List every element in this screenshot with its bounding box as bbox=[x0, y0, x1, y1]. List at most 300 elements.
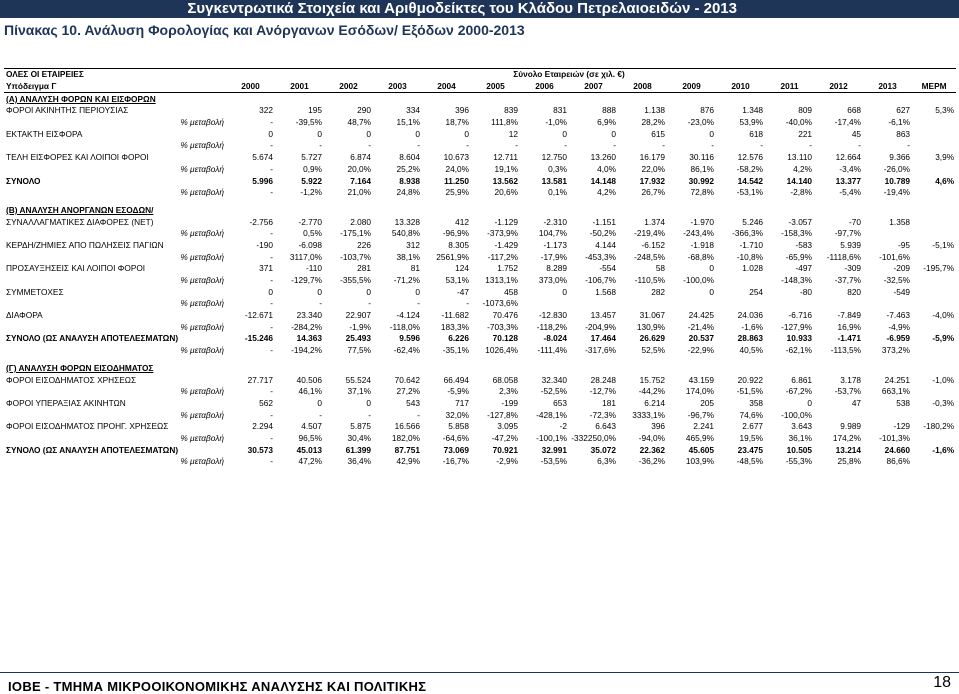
pct-cell: 0,3% bbox=[548, 163, 568, 174]
value-cell: 13.110 bbox=[787, 152, 813, 163]
value-cell: 2.080 bbox=[350, 216, 371, 227]
year-header: 2003 bbox=[373, 81, 422, 93]
value-cell: 221 bbox=[798, 128, 813, 139]
pct-cell: 28,2% bbox=[641, 117, 666, 128]
value-cell: 10.789 bbox=[884, 175, 911, 186]
pct-cell: 19,1% bbox=[494, 163, 519, 174]
pct-cell: -129,7% bbox=[291, 275, 322, 286]
pct-cell: -36,2% bbox=[638, 456, 666, 467]
pct-cell: -72,3% bbox=[589, 409, 617, 420]
pct-cell: 37,1% bbox=[347, 386, 371, 397]
pct-cell bbox=[912, 386, 956, 398]
value-cell: 0 bbox=[317, 128, 322, 139]
pct-label: % μεταβολή bbox=[180, 117, 224, 128]
pct-cell: - bbox=[270, 275, 273, 286]
pct-cell bbox=[520, 298, 569, 310]
row-label: ΦΟΡΟΙ ΕΙΣΟΔΗΜΑΤΟΣ ΠΡΟΗΓ. ΧΡΗΣΕΩΣ bbox=[6, 421, 169, 432]
table-row bbox=[4, 128, 956, 140]
value-cell: 396 bbox=[651, 421, 666, 432]
pct-cell: 74,6% bbox=[739, 409, 764, 420]
value-cell: 6.643 bbox=[595, 421, 617, 432]
pct-cell: 174,0% bbox=[685, 386, 715, 397]
value-cell: 5.674 bbox=[252, 152, 273, 163]
pct-cell: -117,2% bbox=[487, 251, 519, 262]
pct-cell: -5,4% bbox=[839, 187, 862, 198]
value-cell: 831 bbox=[553, 105, 568, 116]
pct-cell: - bbox=[270, 409, 273, 420]
value-cell: 13.214 bbox=[835, 444, 862, 455]
value-cell: 17.932 bbox=[639, 175, 666, 186]
pct-cell: 25,2% bbox=[396, 163, 420, 174]
value-cell bbox=[912, 216, 956, 228]
pct-cell: -118,0% bbox=[389, 321, 420, 332]
value-cell: 14.148 bbox=[590, 175, 617, 186]
pct-cell: 46,1% bbox=[298, 386, 322, 397]
value-cell: 1.138 bbox=[644, 105, 666, 116]
pct-cell: -127,9% bbox=[781, 321, 813, 332]
pct-cell: -55,3% bbox=[785, 456, 813, 467]
pct-cell: -101,3% bbox=[879, 432, 911, 443]
pct-cell: -127,8% bbox=[487, 409, 519, 420]
row-label: ΣΥΝΑΛΛΑΓΜΑΤΙΚΕΣ ΔΙΑΦΟΡΕΣ (ΝΕΤ) bbox=[6, 216, 154, 227]
value-cell: -1,6% bbox=[932, 444, 955, 455]
value-cell: -209 bbox=[893, 263, 911, 274]
value-cell: -12.671 bbox=[244, 310, 273, 321]
pct-cell: -5,9% bbox=[447, 386, 470, 397]
pct-cell: -110,5% bbox=[634, 275, 666, 286]
value-cell: 1.374 bbox=[644, 216, 666, 227]
pct-cell: - bbox=[417, 409, 420, 420]
pct-cell: 373,0% bbox=[538, 275, 568, 286]
value-cell: 254 bbox=[749, 286, 764, 297]
pct-cell: -17,9% bbox=[540, 251, 568, 262]
pct-row bbox=[4, 228, 956, 240]
value-cell: -15.246 bbox=[244, 333, 273, 344]
table-body bbox=[4, 69, 956, 468]
section-title: (Β) ΑΝΑΛΥΣΗ ΑΝΟΡΓΑΝΩΝ ΕΣΟΔΩΝ/ bbox=[6, 204, 154, 215]
section-title: (Α) ΑΝΑΛΥΣΗ ΦΟΡΩΝ ΚΑΙ ΕΙΣΦΟΡΩΝ bbox=[6, 93, 156, 104]
pct-cell: -51,5% bbox=[736, 386, 764, 397]
pct-cell: 130,9% bbox=[636, 321, 666, 332]
row-label: ΣΥΜΜΕΤΟΧΕΣ bbox=[6, 286, 64, 297]
pct-cell: -10,8% bbox=[736, 251, 764, 262]
value-cell: 30.573 bbox=[247, 444, 273, 455]
pct-cell: -355,5% bbox=[340, 275, 371, 286]
pct-cell: -67,2% bbox=[785, 386, 813, 397]
pct-cell: 1313,1% bbox=[485, 275, 519, 286]
pct-cell: - bbox=[760, 140, 764, 151]
value-cell: 863 bbox=[896, 128, 911, 139]
value-cell: 4.507 bbox=[301, 421, 322, 432]
table-row bbox=[4, 286, 956, 298]
value-cell: 562 bbox=[259, 397, 273, 408]
pct-label: % μεταβολή bbox=[180, 275, 224, 286]
spacer-cell bbox=[667, 69, 956, 81]
value-cell: 2.677 bbox=[742, 421, 764, 432]
value-cell: -1,0% bbox=[932, 374, 955, 385]
pct-cell: 40,5% bbox=[739, 345, 764, 356]
pct-cell: -6,1% bbox=[888, 117, 911, 128]
value-cell: -8.024 bbox=[543, 333, 568, 344]
pct-cell: -17,4% bbox=[834, 117, 862, 128]
pct-cell bbox=[912, 164, 956, 176]
value-cell: -3.057 bbox=[788, 216, 813, 227]
value-cell: 1.028 bbox=[742, 263, 764, 274]
year-header: 2012 bbox=[814, 81, 863, 93]
value-cell: 5.922 bbox=[301, 175, 322, 186]
pct-cell: - bbox=[319, 140, 322, 151]
value-cell: 195 bbox=[308, 105, 322, 116]
value-cell: 1.752 bbox=[497, 263, 519, 274]
value-cell: 839 bbox=[504, 105, 519, 116]
pct-cell: -62,1% bbox=[785, 345, 813, 356]
pct-cell bbox=[863, 298, 912, 310]
pct-row bbox=[4, 409, 956, 421]
year-header: 2009 bbox=[667, 81, 716, 93]
row-label: ΦΟΡΟΙ ΑΚΙΝΗΤΗΣ ΠΕΡΙΟΥΣΙΑΣ bbox=[6, 105, 129, 116]
value-cell: 70.921 bbox=[492, 444, 519, 455]
value-cell: 615 bbox=[651, 128, 666, 139]
pct-cell: 174,2% bbox=[832, 432, 862, 443]
value-cell: 2.294 bbox=[252, 421, 273, 432]
row-label: ΠΡΟΣΑΥΞΗΣΕΙΣ ΚΑΙ ΛΟΙΠΟΙ ΦΟΡΟΙ bbox=[6, 263, 146, 274]
pct-cell: 86,1% bbox=[690, 163, 715, 174]
pct-cell: -175,1% bbox=[340, 228, 371, 239]
pct-cell bbox=[863, 228, 912, 240]
pct-cell: -204,9% bbox=[585, 321, 617, 332]
pct-cell: -94,0% bbox=[638, 432, 666, 443]
value-cell: 10.933 bbox=[786, 333, 813, 344]
pct-cell: 4,2% bbox=[793, 163, 813, 174]
value-cell: 6.226 bbox=[448, 333, 470, 344]
pct-cell: 6,3% bbox=[597, 456, 617, 467]
year-header: 2013 bbox=[863, 81, 912, 93]
pct-cell: 24,0% bbox=[445, 163, 470, 174]
pct-row bbox=[4, 275, 956, 287]
pct-cell: -2,8% bbox=[790, 187, 813, 198]
value-cell: 1.358 bbox=[889, 216, 911, 227]
value-cell: 12.711 bbox=[493, 152, 519, 163]
pct-cell: -53,5% bbox=[540, 456, 568, 467]
value-cell: -4.124 bbox=[396, 310, 420, 321]
pct-cell: 53,1% bbox=[445, 275, 470, 286]
pct-cell: -97,7% bbox=[834, 228, 862, 239]
pct-cell: -71,2% bbox=[393, 275, 420, 286]
value-cell: 3,9% bbox=[935, 152, 955, 163]
value-cell: 290 bbox=[357, 105, 371, 116]
pct-cell: -96,9% bbox=[442, 228, 470, 239]
pct-cell: -16,7% bbox=[442, 456, 470, 467]
value-cell: -1.173 bbox=[543, 239, 568, 250]
row-label: ΦΟΡΟΙ ΕΙΣΟΔΗΜΑΤΟΣ ΧΡΗΣΕΩΣ bbox=[6, 374, 137, 385]
pct-cell: -53,7% bbox=[834, 386, 862, 397]
value-cell: 30.992 bbox=[688, 175, 715, 186]
value-cell: 334 bbox=[406, 105, 420, 116]
pct-cell: 26,7% bbox=[641, 187, 666, 198]
pct-cell bbox=[912, 433, 956, 445]
value-cell: 28.248 bbox=[590, 374, 617, 385]
value-cell: 396 bbox=[455, 105, 470, 116]
row-label: ΣΥΝΟΛΟ bbox=[6, 175, 41, 186]
row-label: ΔΙΑΦΟΡΑ bbox=[6, 310, 43, 321]
pct-cell: -68,8% bbox=[687, 251, 715, 262]
value-cell: 0 bbox=[415, 286, 420, 297]
value-cell: 1.568 bbox=[595, 286, 617, 297]
pct-cell bbox=[618, 298, 667, 310]
pct-cell: -52,5% bbox=[540, 386, 568, 397]
value-cell: 9.596 bbox=[399, 333, 420, 344]
footer-divider bbox=[0, 672, 959, 673]
pct-cell: -19,4% bbox=[883, 187, 911, 198]
pct-cell: 182,0% bbox=[391, 432, 420, 443]
pct-cell: -243,4% bbox=[683, 228, 715, 239]
value-cell: -2.770 bbox=[298, 216, 322, 227]
value-cell: -5,1% bbox=[932, 239, 955, 250]
value-cell: 322 bbox=[259, 105, 273, 116]
value-cell: 23.340 bbox=[296, 310, 322, 321]
value-cell: 358 bbox=[749, 397, 764, 408]
value-cell: 226 bbox=[357, 239, 371, 250]
value-cell: 5.858 bbox=[448, 421, 470, 432]
pct-cell: -62,4% bbox=[393, 345, 420, 356]
sample-label: Υπόδειγμα Γ bbox=[4, 81, 226, 93]
pct-cell: -101,6% bbox=[879, 251, 911, 262]
pct-cell: -23,0% bbox=[687, 117, 715, 128]
value-cell: 0 bbox=[415, 128, 420, 139]
pct-cell: 663,1% bbox=[881, 386, 911, 397]
year-header: 2007 bbox=[569, 81, 618, 93]
pct-cell: 21,0% bbox=[347, 187, 371, 198]
value-cell: 32.340 bbox=[541, 374, 568, 385]
value-cell: 61.399 bbox=[345, 444, 371, 455]
pct-cell: -96,7% bbox=[687, 409, 715, 420]
pct-cell: - bbox=[662, 140, 666, 151]
value-cell: 1.348 bbox=[742, 105, 764, 116]
table-row bbox=[4, 105, 956, 117]
value-cell: 0 bbox=[562, 128, 568, 139]
value-cell: 66.494 bbox=[443, 374, 470, 385]
year-header: 2004 bbox=[422, 81, 471, 93]
value-cell bbox=[912, 286, 956, 298]
value-cell: 13.457 bbox=[590, 310, 617, 321]
pct-label: % μεταβολή bbox=[180, 386, 224, 397]
pct-cell bbox=[667, 298, 716, 310]
value-cell: 8.604 bbox=[399, 152, 420, 163]
pct-cell: 86,6% bbox=[886, 456, 911, 467]
pct-cell: - bbox=[319, 298, 322, 309]
pct-cell: 1026,4% bbox=[485, 345, 519, 356]
pct-cell: - bbox=[417, 298, 420, 309]
value-cell: 820 bbox=[847, 286, 862, 297]
pct-cell: -47,2% bbox=[491, 432, 519, 443]
value-cell: 281 bbox=[357, 263, 371, 274]
pct-cell: - bbox=[613, 140, 617, 151]
data-table-container bbox=[4, 68, 956, 468]
pct-cell: 25,9% bbox=[445, 187, 470, 198]
pct-row bbox=[4, 345, 956, 357]
pct-cell: 30,4% bbox=[347, 432, 371, 443]
value-cell: 0 bbox=[268, 286, 273, 297]
value-cell: 371 bbox=[259, 263, 273, 274]
pct-cell: -1,2% bbox=[300, 187, 322, 198]
value-cell: 12.664 bbox=[835, 152, 862, 163]
value-cell: -1.151 bbox=[592, 216, 617, 227]
value-cell: -110 bbox=[306, 263, 322, 274]
pct-cell: - bbox=[515, 140, 519, 151]
pct-cell bbox=[863, 409, 912, 421]
value-cell: 43.159 bbox=[688, 374, 715, 385]
value-cell: -129 bbox=[893, 421, 911, 432]
pct-label: % μεταβολή bbox=[180, 251, 224, 262]
value-cell: 5.939 bbox=[840, 239, 862, 250]
value-cell: -1.970 bbox=[690, 216, 715, 227]
value-cell: 24.251 bbox=[884, 374, 911, 385]
pct-cell: -332250,0% bbox=[571, 432, 617, 443]
value-cell: 0 bbox=[268, 128, 273, 139]
pct-cell: 53,9% bbox=[739, 117, 764, 128]
value-cell: 312 bbox=[406, 239, 420, 250]
row-label: ΕΚΤΑΚΤΗ ΕΙΣΦΟΡΑ bbox=[6, 128, 83, 139]
pct-cell: - bbox=[270, 386, 273, 397]
value-cell: 412 bbox=[455, 216, 470, 227]
value-cell: 538 bbox=[896, 397, 911, 408]
pct-cell: -106,7% bbox=[585, 275, 617, 286]
pct-cell: 42,9% bbox=[396, 456, 420, 467]
value-cell: 11.250 bbox=[444, 175, 470, 186]
value-cell: 668 bbox=[847, 105, 862, 116]
value-cell: 8.305 bbox=[448, 239, 470, 250]
value-cell: 2.241 bbox=[693, 421, 715, 432]
pct-cell: 47,2% bbox=[298, 456, 322, 467]
value-cell: 22.362 bbox=[639, 444, 666, 455]
section-title-row bbox=[4, 205, 956, 217]
value-cell: -1.918 bbox=[690, 239, 715, 250]
pct-row bbox=[4, 298, 956, 310]
row-label: ΦΟΡΟΙ ΥΠΕΡΑΞΙΑΣ ΑΚΙΝΗΤΩΝ bbox=[6, 397, 126, 408]
value-cell: 888 bbox=[602, 105, 617, 116]
group-label: ΟΛΕΣ ΟΙ ΕΤΑΙΡΕΙΕΣ bbox=[4, 69, 226, 81]
pct-cell: - bbox=[809, 140, 813, 151]
pct-cell: -1,6% bbox=[741, 321, 764, 332]
value-cell: -6.098 bbox=[298, 239, 322, 250]
value-cell: 205 bbox=[700, 397, 715, 408]
value-cell: -583 bbox=[795, 239, 813, 250]
value-cell: 7.164 bbox=[350, 175, 371, 186]
pct-cell: -428,1% bbox=[536, 409, 568, 420]
year-header: 2010 bbox=[716, 81, 765, 93]
value-cell: -1.129 bbox=[494, 216, 519, 227]
pct-cell bbox=[912, 187, 956, 199]
value-cell: -47 bbox=[457, 286, 470, 297]
pct-cell: -100,0% bbox=[781, 409, 813, 420]
value-cell: -12.830 bbox=[538, 310, 568, 321]
pct-label: % μεταβολή bbox=[180, 345, 224, 356]
value-cell: 20.922 bbox=[737, 374, 764, 385]
pct-cell: 465,9% bbox=[685, 432, 715, 443]
value-cell: 13.581 bbox=[541, 175, 568, 186]
value-cell: -2.310 bbox=[543, 216, 568, 227]
pct-cell: -219,4% bbox=[634, 228, 666, 239]
section-title-row bbox=[4, 93, 956, 105]
header-row-group bbox=[4, 69, 956, 81]
pct-cell: -12,7% bbox=[589, 386, 617, 397]
value-cell: 5.996 bbox=[252, 175, 273, 186]
pct-cell: -53,1% bbox=[736, 187, 764, 198]
table-row bbox=[4, 398, 956, 410]
pct-cell: - bbox=[368, 298, 371, 309]
value-cell: 0 bbox=[366, 128, 371, 139]
value-cell: 68.058 bbox=[492, 374, 519, 385]
pct-cell: 3333,1% bbox=[632, 409, 666, 420]
pct-cell: -22,9% bbox=[687, 345, 715, 356]
value-cell: 35.072 bbox=[590, 444, 617, 455]
pct-cell: - bbox=[270, 228, 273, 239]
header-row-years bbox=[4, 81, 956, 93]
pct-cell: 2561,9% bbox=[436, 251, 470, 262]
table-row bbox=[4, 333, 956, 345]
pct-cell: -64,6% bbox=[442, 432, 470, 443]
pct-cell: -103,7% bbox=[340, 251, 371, 262]
pct-cell bbox=[912, 321, 956, 333]
pct-cell: 373,2% bbox=[881, 345, 911, 356]
pct-cell bbox=[765, 298, 814, 310]
value-cell: 58 bbox=[655, 263, 666, 274]
value-cell: 627 bbox=[896, 105, 911, 116]
value-cell: 13.562 bbox=[492, 175, 519, 186]
pct-cell bbox=[912, 456, 956, 468]
value-cell: 8.289 bbox=[546, 263, 568, 274]
pct-cell: 0,9% bbox=[303, 163, 322, 174]
value-cell: -6.152 bbox=[641, 239, 666, 250]
pct-cell: -35,1% bbox=[442, 345, 470, 356]
pct-cell: -100,0% bbox=[683, 275, 715, 286]
value-cell: 15.752 bbox=[639, 374, 666, 385]
year-header: 2000 bbox=[226, 81, 275, 93]
pct-cell bbox=[716, 275, 765, 287]
table-row bbox=[4, 240, 956, 252]
pct-cell: 20,0% bbox=[347, 163, 371, 174]
value-cell: 4,6% bbox=[935, 175, 955, 186]
value-cell: 27.717 bbox=[247, 374, 273, 385]
pct-row bbox=[4, 187, 956, 199]
value-cell: 24.036 bbox=[737, 310, 764, 321]
pct-cell: -40,0% bbox=[785, 117, 813, 128]
pct-cell: 2,3% bbox=[499, 386, 519, 397]
pct-cell: 104,7% bbox=[538, 228, 568, 239]
pct-cell: 3117,0% bbox=[289, 251, 322, 262]
pct-cell: - bbox=[270, 432, 273, 443]
value-cell: 3.178 bbox=[840, 374, 862, 385]
value-cell: 12.750 bbox=[541, 152, 568, 163]
pct-row bbox=[4, 251, 956, 263]
pct-label: % μεταβολή bbox=[180, 163, 224, 174]
value-cell: -190 bbox=[256, 239, 273, 250]
year-header: 2002 bbox=[324, 81, 373, 93]
pct-cell: 0,1% bbox=[548, 187, 568, 198]
value-cell: 5,3% bbox=[935, 105, 955, 116]
pct-cell: -158,3% bbox=[781, 228, 813, 239]
pct-cell: - bbox=[270, 251, 273, 262]
value-cell: 458 bbox=[504, 286, 519, 297]
pct-cell: -44,2% bbox=[638, 386, 666, 397]
pct-cell: 72,8% bbox=[690, 187, 715, 198]
pct-label: % μεταβολή bbox=[180, 321, 224, 332]
table-row bbox=[4, 444, 956, 456]
pct-cell: 19,5% bbox=[739, 432, 764, 443]
value-cell: 45.605 bbox=[688, 444, 715, 455]
pct-cell: -1118,6% bbox=[826, 251, 862, 262]
value-cell: -2 bbox=[559, 421, 568, 432]
